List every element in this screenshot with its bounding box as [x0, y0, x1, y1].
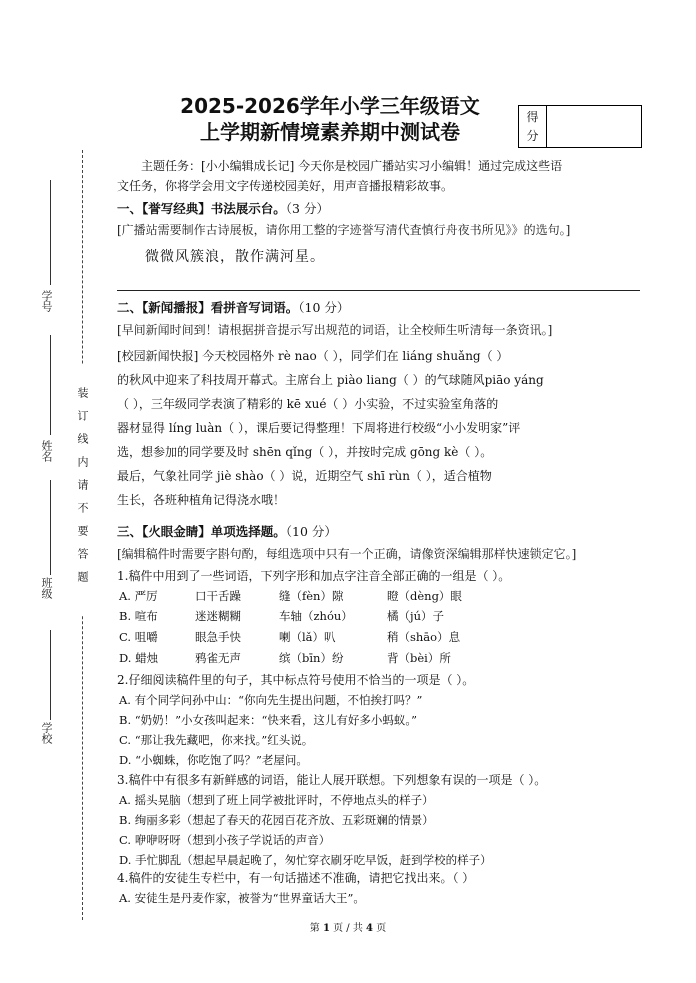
section2-score: （10 分） [298, 300, 350, 315]
option-row: C. 咀嚼 眼急手快 喇（lǎ）叭 稍（shāo）息 [119, 630, 461, 644]
class-label: 班级 [40, 577, 53, 599]
section1-heading: 一、【誉写经典】书法展示台。（3 分） [117, 201, 329, 216]
intro-line1: 主题任务：[小小编辑成长记] 今天你是校园广播站实习小编辑！通过完成这些语 [141, 159, 563, 173]
option-item: A. 安徒生是丹麦作家，被誉为“世界童话大王”。 [119, 891, 365, 905]
section3-heading: 三、【火眼金睛】单项选择题。（10 分） [117, 524, 337, 539]
option-item: D. “小蜘蛛，你吃饱了吗？”老屋问。 [119, 753, 308, 767]
score-label: 得 分 [519, 106, 547, 147]
page-total: 4 [366, 923, 374, 934]
student-number-label: 学号 [40, 290, 53, 312]
passage-line: 选，想参加的同学要及时 shēn qǐng（ ），并按时完成 gōng kè（ ）。 [117, 445, 493, 459]
section3-score: （10 分） [285, 524, 337, 539]
section3-description: [编辑稿件时需要字斟句酌，每组选项中只有一个正确，请像资深编辑那样快速锁定它。] [117, 547, 577, 561]
option-row: D. 蜡烛 鸦雀无声 缤（bīn）纷 背（bèi）所 [119, 651, 451, 665]
question2-stem: 2.仔细阅读稿件里的句子，其中标点符号使用不恰当的一项是（ ）。 [117, 673, 475, 687]
question2-options [117, 690, 637, 770]
section1-score: （3 分） [285, 201, 329, 216]
intro-line2: 文任务，你将学会用文字传递校园美好，用声音播报精彩故事。 [117, 179, 454, 193]
option-item: A. 摇头晃脑（想到了班上同学被批评时，不停地点头的样子） [119, 793, 434, 807]
option-item: D. 手忙脚乱（想起早晨起晚了，匆忙穿衣刷牙吃早饭，赶到学校的样子） [119, 853, 492, 867]
school-field[interactable] [50, 630, 51, 720]
class-field[interactable] [50, 480, 51, 575]
school-label: 学校 [40, 722, 53, 744]
option-item: C. “那让我先藏吧，你来找。”红头说。 [119, 733, 314, 747]
section2-description: [早间新闻时间到！请根据拼音提示写出规范的词语，让全校师生听清每一条资讯。] [117, 323, 553, 337]
option-row: A. 严厉 口干舌躁 缝（fèn）隙 瞪（dèng）眼 [119, 589, 462, 603]
question4-options [117, 888, 637, 908]
score-box [518, 105, 642, 148]
calligraphy-writing-area[interactable] [117, 272, 640, 290]
news-passage [117, 344, 637, 512]
score-entry-field[interactable] [547, 106, 641, 147]
option-row: B. 喧布 迷迷糊糊 车轴（zhóu） 橘（jú）子 [119, 609, 444, 623]
passage-line: （ ），三年级同学表演了精彩的 kē xué（ ）小实验，不过实验室角落的 [117, 397, 499, 411]
exam-title-line2: 上学期新情境素养期中测试卷 [200, 120, 460, 144]
question3-options [117, 790, 637, 870]
name-label: 姓名 [40, 440, 53, 462]
section2-heading: 二、【新闻播报】看拼音写词语。（10 分） [117, 300, 350, 315]
question1-stem: 1.稿件中用到了一些词语，下列字形和加点字注音全部正确的一组是（ ）。 [117, 569, 511, 583]
question1-options [117, 586, 637, 670]
option-item: B. 绚丽多彩（想起了春天的花园百花齐放、五彩斑斓的情景） [119, 813, 434, 827]
option-item: A. 有个同学问孙中山：“你向先生提出问题，不怕挨打吗？” [119, 693, 423, 707]
option-item: C. 咿咿呀呀（想到小孩子学说话的声音） [119, 833, 331, 847]
passage-line: 生长，各班种植角记得浇水哦！ [117, 493, 286, 507]
passage-line: 最后，气象社同学 jiè shào（ ）说，近期空气 shī rùn（ ），适合植物 [117, 469, 492, 483]
passage-line: [校园新闻快报] 今天校园格外 rè nao（ ），同学们在 liáng shuǎng（ ） [117, 349, 509, 363]
exam-title-line1: 2025-2026学年小学三年级语文 [180, 94, 480, 118]
question3-stem: 3.稿件中有很多有新鲜感的词语，能让人展开联想。下列想象有误的一项是（ ）。 [117, 773, 547, 787]
option-item: B. “奶奶！”小女孩叫起来：“快来看，这儿有好多小蚂蚁。” [119, 713, 418, 727]
student-number-field[interactable] [50, 180, 51, 285]
page-number: 1 [322, 923, 330, 934]
writing-baseline [117, 290, 640, 291]
section1-description: [广播站需要制作古诗展板，请你用工整的字迹誉写清代査慎行舟夜书所见》》的选句。] [117, 223, 571, 237]
question4-stem: 4.稿件的安徒生专栏中，有一句话描述不准确，请把它找出来。（ ） [117, 871, 475, 885]
passage-line: 器材显得 líng luàn（ ），课后要记得整理！下周将进行校级“小小发明家”评 [117, 421, 521, 435]
page-footer: 第 1 页 / 共 4 页 [309, 923, 387, 934]
binding-seal-text: 装订线内请不要答题 [74, 365, 90, 615]
binding-margin [34, 150, 94, 920]
passage-line: 的秋风中迎来了科技周开幕式。主席台上 piào liang（ ）的气球随风piāo yáng [117, 373, 544, 387]
poem-line: 微微风簇浪，散作满河星。 [145, 249, 325, 265]
name-field[interactable] [50, 335, 51, 435]
